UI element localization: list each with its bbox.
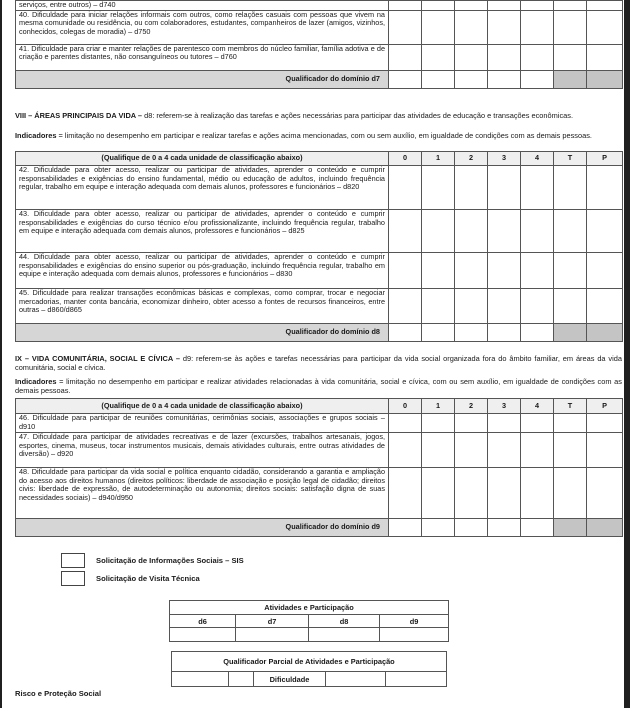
score-cell-p[interactable]	[587, 166, 623, 210]
domain-value-d6[interactable]	[170, 628, 236, 642]
score-cell-0[interactable]	[389, 166, 422, 210]
score-cell-t[interactable]	[554, 44, 587, 70]
sis-request-label: Solicitação de Informações Sociais – SIS	[96, 556, 244, 565]
item-text: 46. Dificuldade para participar de reuniões comunitárias, cerimônias sociais, associações e grupos sociais – d910	[16, 414, 389, 433]
score-cell-p[interactable]	[587, 10, 623, 44]
section-intro-text: d8: referem-se à realização das tarefas e ações necessárias para participar das atividades de educação e transações econômicas.	[142, 111, 573, 120]
scale-header-4: 4	[521, 399, 554, 414]
item-text: 42. Dificuldade para obter acesso, realizar ou participar de atividades, aprender o conteúdo e cumprir responsabilidades e exigências do ensino fundamental, médio ou educação de adultos, incluindo frequência regular, trabalho em equipe e interação adequada com demais alunos, professores e funcionários – d820	[16, 166, 389, 210]
score-cell-0[interactable]	[389, 414, 422, 433]
shaded-cell	[587, 519, 623, 537]
table-row	[16, 433, 623, 468]
score-cell-1[interactable]	[422, 289, 455, 324]
section-d9-indicators	[15, 377, 622, 395]
score-cell-3[interactable]	[488, 289, 521, 324]
table-row	[16, 166, 623, 210]
score-cell-2[interactable]	[455, 519, 488, 537]
table-row	[16, 414, 623, 433]
shaded-cell	[554, 70, 587, 88]
scale-header-1: 1	[422, 399, 455, 414]
score-cell-0[interactable]	[389, 519, 422, 537]
sis-request-checkbox[interactable]	[61, 553, 85, 568]
score-cell-t[interactable]	[554, 414, 587, 433]
d7-table	[15, 0, 623, 89]
domain-value-d7[interactable]	[236, 628, 309, 642]
score-cell-2[interactable]	[455, 210, 488, 253]
scale-header-0: 0	[389, 152, 422, 166]
score-cell-1[interactable]	[422, 324, 455, 342]
partial-cell[interactable]	[326, 672, 386, 687]
activities-summary-table	[169, 600, 449, 642]
score-cell-1[interactable]	[422, 10, 455, 44]
score-cell-0[interactable]	[389, 324, 422, 342]
score-cell-p[interactable]	[587, 210, 623, 253]
score-cell-p[interactable]	[587, 44, 623, 70]
technical-visit-label: Solicitação de Visita Técnica	[96, 574, 200, 583]
domain-qualifier-label: Qualificador do domínio d7	[16, 70, 389, 88]
score-cell-4[interactable]	[521, 433, 554, 468]
score-cell-3[interactable]	[488, 253, 521, 289]
shaded-cell	[587, 324, 623, 342]
footer-section-title: Risco e Proteção Social	[15, 689, 102, 698]
score-cell-t[interactable]	[554, 210, 587, 253]
score-cell-4[interactable]	[521, 519, 554, 537]
score-cell-t[interactable]	[554, 289, 587, 324]
summary-header-row	[170, 615, 449, 628]
item-text: 44. Dificuldade para obter acesso, realizar ou participar de atividades, aprender o conteúdo e cumprir responsabilidades e exigências do ensino superior ou pós-graduação, incluindo frequência regular, trabalho em equipe e interação adequada com demais alunos, professores e funcionários – d830	[16, 253, 389, 289]
score-cell-3[interactable]	[488, 1, 521, 11]
score-cell-0[interactable]	[389, 210, 422, 253]
technical-visit-checkbox[interactable]	[61, 571, 85, 586]
score-cell-p[interactable]	[587, 1, 623, 11]
score-cell-4[interactable]	[521, 253, 554, 289]
scale-header-t: T	[554, 152, 587, 166]
domain-qualifier-label: Qualificador do domínio d9	[16, 519, 389, 537]
shaded-cell	[554, 519, 587, 537]
d9-table	[15, 398, 623, 537]
section-d9-intro	[15, 354, 622, 372]
score-cell-4[interactable]	[521, 289, 554, 324]
qualifier-row	[16, 70, 623, 88]
indicators-label: Indicadores	[15, 377, 57, 386]
score-cell-1[interactable]	[422, 210, 455, 253]
score-cell-p[interactable]	[587, 289, 623, 324]
left-frame-edge	[0, 0, 2, 708]
scale-header-2: 2	[455, 152, 488, 166]
score-cell-1[interactable]	[422, 253, 455, 289]
item-text: 41. Dificuldade para criar e manter relações de parentesco com membros do núcleo familiar, família adotiva e de criação e parentes distantes, não consanguíneos ou tutores – d760	[16, 44, 389, 70]
qualifier-row	[16, 519, 623, 537]
score-cell-1[interactable]	[422, 433, 455, 468]
section-d8-indicators	[15, 131, 622, 140]
partial-title-row	[172, 652, 447, 672]
score-cell-2[interactable]	[455, 44, 488, 70]
score-cell-t[interactable]	[554, 468, 587, 519]
partial-qualifier-table	[171, 651, 447, 687]
score-cell-4[interactable]	[521, 210, 554, 253]
score-cell-4[interactable]	[521, 468, 554, 519]
score-cell-0[interactable]	[389, 10, 422, 44]
difficulty-label: Dificuldade	[254, 672, 326, 687]
table-header-row	[16, 399, 623, 414]
scale-header-0: 0	[389, 399, 422, 414]
score-cell-1[interactable]	[422, 519, 455, 537]
score-cell-1[interactable]	[422, 44, 455, 70]
partial-cell[interactable]	[172, 672, 229, 687]
scale-header-2: 2	[455, 399, 488, 414]
score-cell-2[interactable]	[455, 289, 488, 324]
section-d8-intro	[15, 111, 622, 120]
scale-header-3: 3	[488, 152, 521, 166]
score-cell-1[interactable]	[422, 1, 455, 11]
item-text: 43. Dificuldade para obter acesso, realizar ou participar de atividades, aprender o conteúdo e cumprir responsabilidades e exigências do curso técnico e/ou profissionalizante, incluindo frequência regular, trabalho em equipe e interação adequada com demais alunos, professores e funcionários – d825	[16, 210, 389, 253]
score-cell-0[interactable]	[389, 70, 422, 88]
table-row	[16, 253, 623, 289]
scale-header-t: T	[554, 399, 587, 414]
score-cell-t[interactable]	[554, 166, 587, 210]
domain-header-d6: d6	[170, 615, 236, 628]
score-cell-4[interactable]	[521, 10, 554, 44]
partial-qualifier-title: Qualificador Parcial de Atividades e Participação	[172, 652, 447, 672]
score-cell-2[interactable]	[455, 324, 488, 342]
score-cell-0[interactable]	[389, 289, 422, 324]
score-cell-3[interactable]	[488, 519, 521, 537]
score-cell-p[interactable]	[587, 468, 623, 519]
score-cell-1[interactable]	[422, 70, 455, 88]
score-cell-3[interactable]	[488, 70, 521, 88]
section-intro-text: d9: referem-se às ações e tarefas necessárias para participar da vida social organizada fora do âmbito familiar, em áreas da vida comunitária, social e cívica.	[15, 354, 622, 373]
indicators-text: = limitação no desempenho em participar e realizar atividades relacionadas à vida comunitária, social e cívica, com ou sem auxílio, em igualdade de condições com as demais pessoas.	[15, 377, 622, 396]
domain-qualifier-label: Qualificador do domínio d8	[16, 324, 389, 342]
item-text: serviços, entre outros) – d740	[16, 1, 389, 11]
score-cell-3[interactable]	[488, 166, 521, 210]
indicators-label: Indicadores	[15, 131, 57, 140]
d8-table	[15, 151, 623, 342]
scale-header-1: 1	[422, 152, 455, 166]
table-row	[16, 10, 623, 44]
summary-value-row	[170, 628, 449, 642]
scale-header-3: 3	[488, 399, 521, 414]
shaded-cell	[554, 324, 587, 342]
score-cell-4[interactable]	[521, 166, 554, 210]
score-cell-0[interactable]	[389, 253, 422, 289]
domain-value-d9[interactable]	[380, 628, 449, 642]
score-cell-2[interactable]	[455, 468, 488, 519]
score-cell-3[interactable]	[488, 468, 521, 519]
partial-cell[interactable]	[229, 672, 254, 687]
score-cell-3[interactable]	[488, 414, 521, 433]
score-cell-2[interactable]	[455, 1, 488, 11]
score-cell-t[interactable]	[554, 10, 587, 44]
scale-header-p: P	[587, 152, 623, 166]
score-cell-p[interactable]	[587, 253, 623, 289]
indicators-text: = limitação no desempenho em participar e realizar tarefas e ações acima mencionadas, com ou sem auxílio, em igualdade de condições com as demais pessoas.	[56, 131, 592, 140]
score-cell-3[interactable]	[488, 210, 521, 253]
score-cell-4[interactable]	[521, 324, 554, 342]
score-cell-4[interactable]	[521, 1, 554, 11]
score-cell-2[interactable]	[455, 414, 488, 433]
qualifier-row	[16, 324, 623, 342]
score-cell-1[interactable]	[422, 414, 455, 433]
domain-header-d9: d9	[380, 615, 449, 628]
score-cell-4[interactable]	[521, 70, 554, 88]
score-cell-3[interactable]	[488, 44, 521, 70]
item-text: 47. Dificuldade para participar de atividades recreativas e de lazer (excursões, trabalhos artesanais, jogos, esportes, cinema, museus, tocar instrumentos musicais, demais atividades culturais, entre outras atividades de diversão) – d920	[16, 433, 389, 468]
table-header-row	[16, 152, 623, 166]
domain-header-d8: d8	[309, 615, 380, 628]
score-cell-3[interactable]	[488, 10, 521, 44]
table-header-instruction: (Qualifique de 0 a 4 cada unidade de classificação abaixo)	[16, 152, 389, 166]
table-row	[16, 44, 623, 70]
score-cell-1[interactable]	[422, 468, 455, 519]
table-row	[16, 289, 623, 324]
score-cell-2[interactable]	[455, 70, 488, 88]
table-row	[16, 1, 623, 11]
shaded-cell	[587, 70, 623, 88]
score-cell-2[interactable]	[455, 253, 488, 289]
item-text: 40. Dificuldade para iniciar relações informais com outros, como relações casuais com pessoas que vivem na mesma comunidade ou residência, ou com colaboradores, estudantes, companheiros de lazer (amigos, vizinhos, conhecidos, colegas de moradia) – d750	[16, 10, 389, 44]
item-text: 48. Dificuldade para participar da vida social e política enquanto cidadão, considerando a garantia e ampliação do acesso aos direitos humanos (direitos políticos: liberdade de associação e posição legal de cidadão; direitos civis: liberdade de expressão, de autodeterminação ou autonomia; direitos sociais: satisfação digna de suas necessidades sociais) – d940/d950	[16, 468, 389, 519]
score-cell-p[interactable]	[587, 414, 623, 433]
score-cell-t[interactable]	[554, 253, 587, 289]
score-cell-0[interactable]	[389, 468, 422, 519]
section-heading: IX – VIDA COMUNITÁRIA, SOCIAL E CÍVICA –	[15, 354, 180, 363]
item-text: 45. Dificuldade para realizar transações econômicas básicas e complexas, como comprar, trocar e negociar mercadorias, manter conta bancária, economizar dinheiro, obter acesso a fontes de recursos financeiros, entre outras – d860/d865	[16, 289, 389, 324]
score-cell-2[interactable]	[455, 433, 488, 468]
scale-header-p: P	[587, 399, 623, 414]
score-cell-1[interactable]	[422, 166, 455, 210]
score-cell-0[interactable]	[389, 44, 422, 70]
score-cell-0[interactable]	[389, 433, 422, 468]
score-cell-t[interactable]	[554, 433, 587, 468]
partial-cell[interactable]	[386, 672, 447, 687]
score-cell-t[interactable]	[554, 1, 587, 11]
table-row	[16, 210, 623, 253]
score-cell-2[interactable]	[455, 10, 488, 44]
table-row	[16, 468, 623, 519]
score-cell-p[interactable]	[587, 433, 623, 468]
score-cell-4[interactable]	[521, 414, 554, 433]
score-cell-3[interactable]	[488, 324, 521, 342]
domain-value-d8[interactable]	[309, 628, 380, 642]
summary-title: Atividades e Participação	[170, 601, 449, 615]
score-cell-4[interactable]	[521, 44, 554, 70]
score-cell-3[interactable]	[488, 433, 521, 468]
partial-value-row	[172, 672, 447, 687]
section-heading: VIII – ÁREAS PRINCIPAIS DA VIDA –	[15, 111, 143, 120]
score-cell-2[interactable]	[455, 166, 488, 210]
summary-title-row	[170, 601, 449, 615]
domain-header-d7: d7	[236, 615, 309, 628]
score-cell-0[interactable]	[389, 1, 422, 11]
table-header-instruction: (Qualifique de 0 a 4 cada unidade de classificação abaixo)	[16, 399, 389, 414]
scale-header-4: 4	[521, 152, 554, 166]
right-frame-edge	[624, 0, 630, 708]
